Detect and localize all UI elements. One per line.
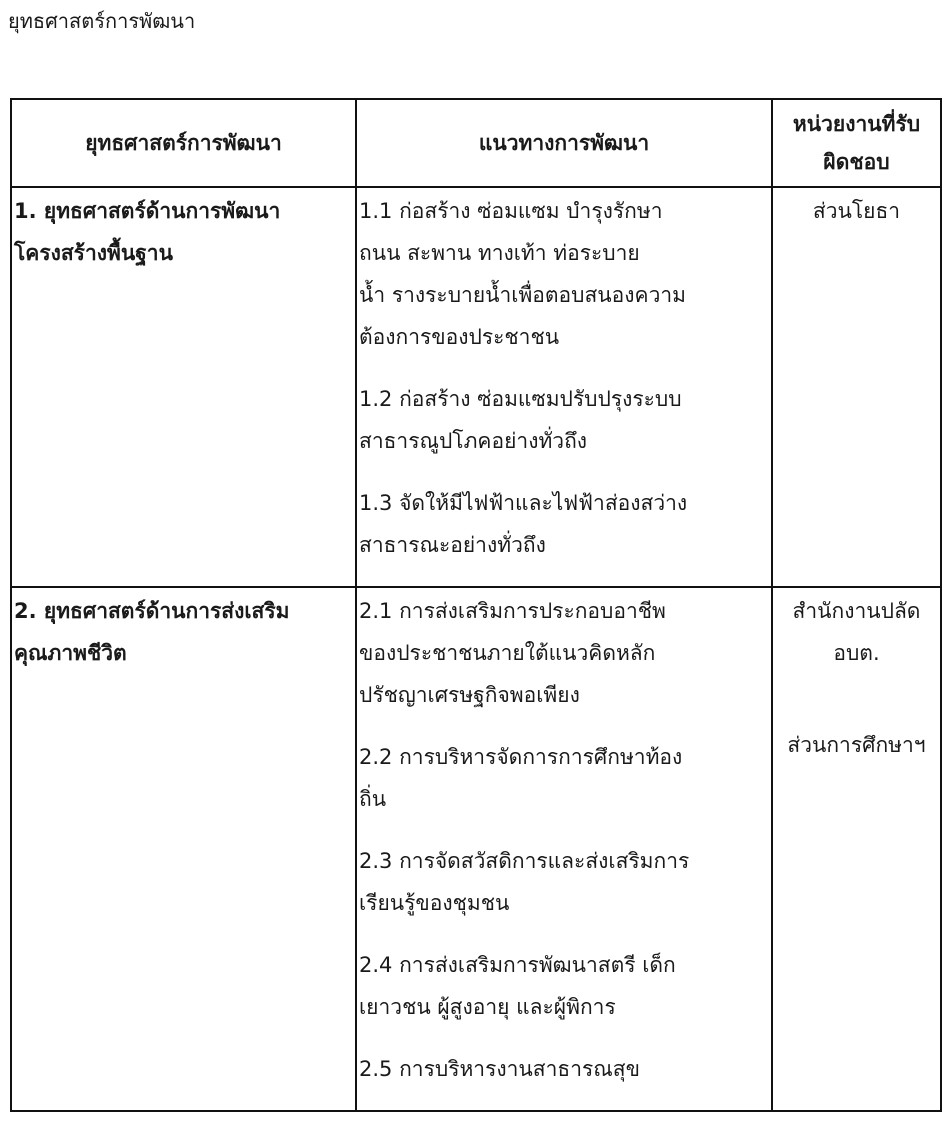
strategy-cell <box>11 187 356 587</box>
responsible-unit: สำนักงานปลัด <box>792 599 921 623</box>
header-unit-line2: ผิดชอบ <box>823 150 890 174</box>
approach-item <box>359 736 765 820</box>
approach-line: ถิ่น <box>359 787 387 811</box>
approach-item <box>359 944 765 1028</box>
approach-line: เยาวชน ผู้สูงอายุ และผู้พิการ <box>359 995 616 1019</box>
spacer <box>775 674 938 724</box>
approach-line: ของประชาชนภายใต้แนวคิดหลัก <box>359 641 656 665</box>
header-unit-line1: หน่วยงานที่รับ <box>792 112 921 136</box>
approach-line: 2.5 การบริหารงานสาธารณสุข <box>359 1057 640 1081</box>
approach-line: สาธารณะอย่างทั่วถึง <box>359 533 546 557</box>
header-approach-label: แนวทางการพัฒนา <box>478 131 650 155</box>
approach-item <box>359 190 765 358</box>
approach-line: เรียนรู้ของชุมชน <box>359 891 510 915</box>
approach-line: 1.1 ก่อสร้าง ซ่อมแซม บำรุงรักษา <box>359 199 663 223</box>
approach-line: 2.4 การส่งเสริมการพัฒนาสตรี เด็ก <box>359 953 676 977</box>
strategy-table <box>10 98 942 1112</box>
responsible-unit-cell <box>772 587 941 1111</box>
strategy-line: โครงสร้างพื้นฐาน <box>14 241 173 265</box>
approach-item <box>359 482 765 566</box>
approach-line: 2.1 การส่งเสริมการประกอบอาชีพ <box>359 599 666 623</box>
responsible-unit: ส่วนการศึกษาฯ <box>787 733 926 757</box>
approach-line: ปรัชญาเศรษฐกิจพอเพียง <box>359 683 580 707</box>
responsible-unit: อบต. <box>833 641 880 665</box>
approach-item <box>359 590 765 716</box>
table-row <box>11 587 941 1111</box>
approach-line: 2.3 การจัดสวัสดิการและส่งเสริมการ <box>359 849 690 873</box>
table-row <box>11 187 941 587</box>
approach-item <box>359 840 765 924</box>
approach-line: สาธารณูปโภคอย่างทั่วถึง <box>359 429 588 453</box>
approach-item <box>359 1048 765 1090</box>
responsible-unit: ส่วนโยธา <box>812 199 901 223</box>
approach-item <box>359 378 765 462</box>
approach-cell <box>356 187 772 587</box>
header-approach <box>356 99 772 187</box>
approach-line: 1.2 ก่อสร้าง ซ่อมแซมปรับปรุงระบบ <box>359 387 682 411</box>
approach-line: 1.3 จัดให้มีไฟฟ้าและไฟฟ้าส่องสว่าง <box>359 491 688 515</box>
approach-line: ถนน สะพาน ทางเท้า ท่อระบาย <box>359 241 640 265</box>
approach-line: น้ำ รางระบายน้ำเพื่อตอบสนองความ <box>359 283 687 307</box>
table-header-row <box>11 99 941 187</box>
approach-line: 2.2 การบริหารจัดการการศึกษาท้อง <box>359 745 683 769</box>
header-strategy <box>11 99 356 187</box>
approach-line: ต้องการของประชาชน <box>359 325 560 349</box>
strategy-line: 2. ยุทธศาสตร์ด้านการส่งเสริม <box>14 599 290 623</box>
strategy-line: คุณภาพชีวิต <box>14 641 127 665</box>
page-heading: ยุทธศาสตร์การพัฒนา <box>8 9 196 33</box>
header-responsible-unit <box>772 99 941 187</box>
approach-cell <box>356 587 772 1111</box>
responsible-unit-cell <box>772 187 941 587</box>
header-strategy-label: ยุทธศาสตร์การพัฒนา <box>85 131 282 155</box>
strategy-line: 1. ยุทธศาสตร์ด้านการพัฒนา <box>14 199 281 223</box>
strategy-cell <box>11 587 356 1111</box>
